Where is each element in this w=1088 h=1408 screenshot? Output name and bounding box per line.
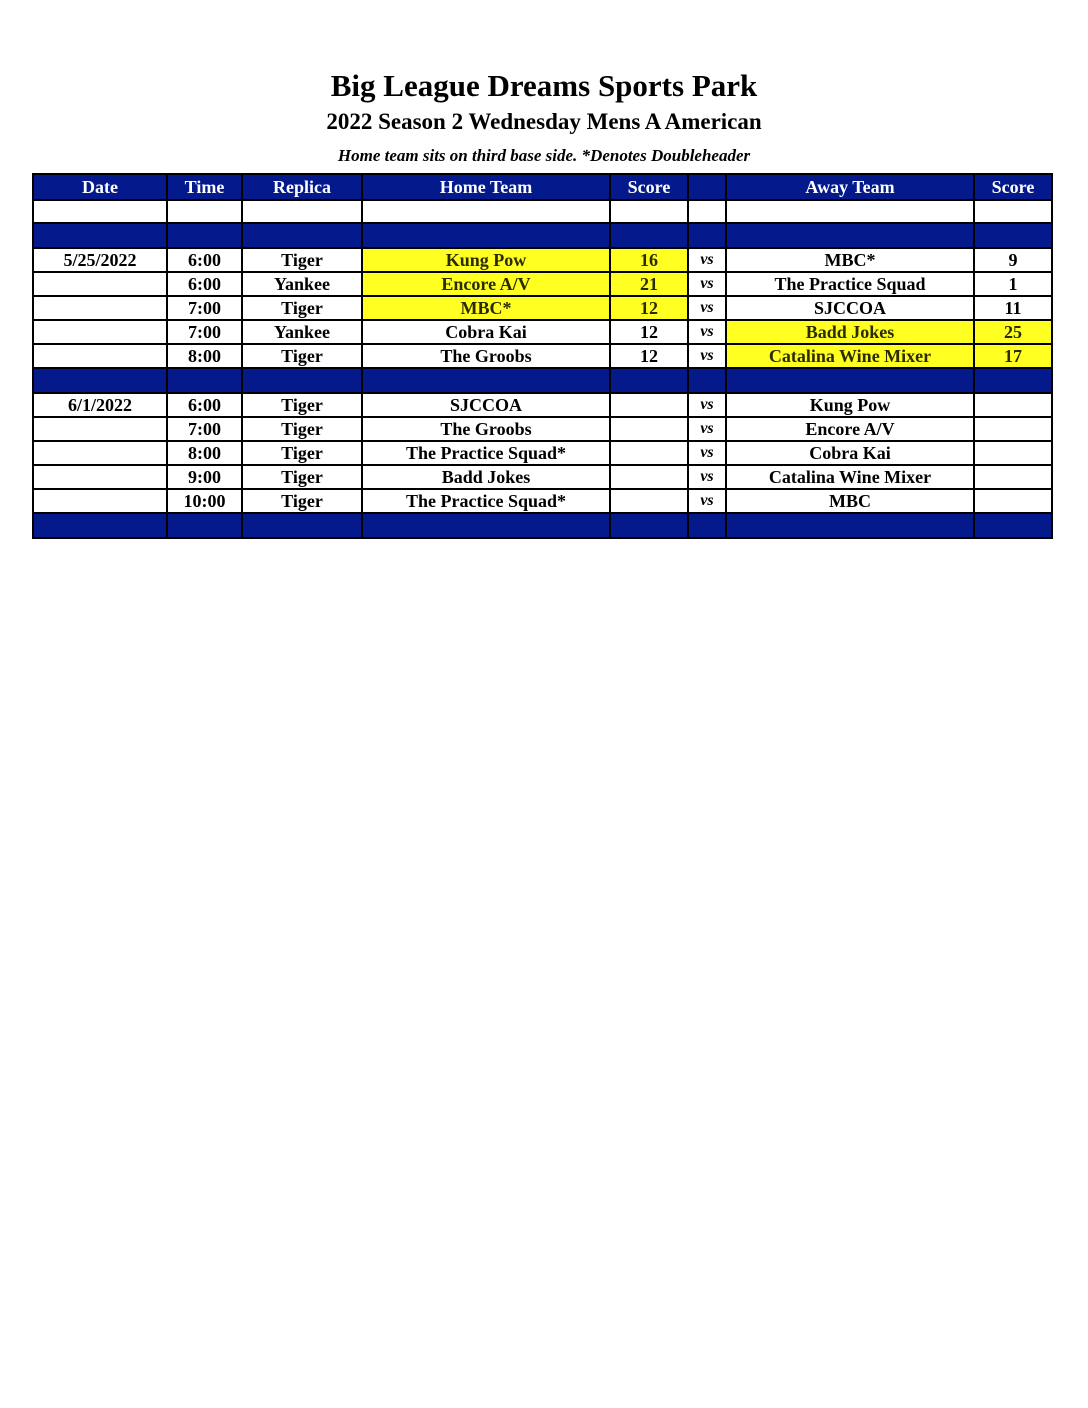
separator-cell — [974, 223, 1052, 248]
col-header-home-score: Score — [610, 174, 688, 200]
away-score — [974, 417, 1052, 441]
away-team: SJCCOA — [726, 296, 974, 320]
home-score: 12 — [610, 320, 688, 344]
game-time: 7:00 — [167, 320, 242, 344]
game-field: Tiger — [242, 344, 362, 368]
separator-cell — [688, 368, 726, 393]
game-field: Tiger — [242, 489, 362, 513]
away-team: Encore A/V — [726, 417, 974, 441]
separator-cell — [688, 513, 726, 538]
away-score — [974, 441, 1052, 465]
game-time: 7:00 — [167, 417, 242, 441]
blank-cell — [167, 200, 242, 223]
blank-cell — [688, 200, 726, 223]
separator-cell — [33, 223, 167, 248]
game-field: Tiger — [242, 441, 362, 465]
schedule-table — [32, 173, 1053, 539]
vs-label: vs — [688, 272, 726, 296]
season-subtitle: 2022 Season 2 Wednesday Mens A American — [326, 109, 762, 134]
game-date: 5/25/2022 — [33, 248, 167, 272]
separator-cell — [242, 223, 362, 248]
away-score — [974, 489, 1052, 513]
vs-label: vs — [688, 344, 726, 368]
home-team: Encore A/V — [362, 272, 610, 296]
week-separator-row — [33, 368, 1052, 393]
home-score: 12 — [610, 344, 688, 368]
page-title: Big League Dreams Sports Park — [330, 68, 758, 103]
blank-cell — [242, 200, 362, 223]
game-date — [33, 344, 167, 368]
home-team: Kung Pow — [362, 248, 610, 272]
game-row — [33, 465, 1052, 489]
away-score: 9 — [974, 248, 1052, 272]
col-header-time: Time — [167, 174, 242, 200]
game-row — [33, 344, 1052, 368]
separator-cell — [33, 368, 167, 393]
away-team: Catalina Wine Mixer — [726, 344, 974, 368]
home-score: 12 — [610, 296, 688, 320]
blank-cell — [974, 200, 1052, 223]
home-score — [610, 393, 688, 417]
away-team: MBC — [726, 489, 974, 513]
separator-cell — [167, 513, 242, 538]
vs-label: vs — [688, 296, 726, 320]
week-separator-row — [33, 223, 1052, 248]
home-team: Cobra Kai — [362, 320, 610, 344]
game-field: Tiger — [242, 296, 362, 320]
game-time: 7:00 — [167, 296, 242, 320]
game-row — [33, 393, 1052, 417]
blank-cell — [362, 200, 610, 223]
home-team: The Groobs — [362, 344, 610, 368]
game-field: Tiger — [242, 248, 362, 272]
vs-label: vs — [688, 320, 726, 344]
game-row — [33, 441, 1052, 465]
game-date — [33, 441, 167, 465]
vs-label: vs — [688, 393, 726, 417]
blank-cell — [726, 200, 974, 223]
home-score — [610, 417, 688, 441]
vs-label: vs — [688, 248, 726, 272]
home-team: MBC* — [362, 296, 610, 320]
blank-row — [33, 200, 1052, 223]
home-score — [610, 441, 688, 465]
away-team: Catalina Wine Mixer — [726, 465, 974, 489]
game-date — [33, 320, 167, 344]
game-date — [33, 272, 167, 296]
away-team: Badd Jokes — [726, 320, 974, 344]
separator-cell — [610, 223, 688, 248]
away-team: MBC* — [726, 248, 974, 272]
schedule-body — [33, 200, 1052, 538]
col-header-away-team: Away Team — [726, 174, 974, 200]
game-row — [33, 248, 1052, 272]
separator-cell — [974, 368, 1052, 393]
away-team: Kung Pow — [726, 393, 974, 417]
separator-cell — [688, 223, 726, 248]
vs-label: vs — [688, 441, 726, 465]
away-score: 11 — [974, 296, 1052, 320]
game-field: Tiger — [242, 465, 362, 489]
away-score: 25 — [974, 320, 1052, 344]
game-time: 6:00 — [167, 393, 242, 417]
game-time: 6:00 — [167, 248, 242, 272]
game-row — [33, 272, 1052, 296]
separator-cell — [242, 513, 362, 538]
separator-cell — [167, 368, 242, 393]
game-row — [33, 296, 1052, 320]
schedule-note: Home team sits on third base side. *Denotes Doubleheader — [337, 146, 751, 165]
separator-cell — [33, 513, 167, 538]
game-row — [33, 320, 1052, 344]
header-row — [33, 174, 1052, 200]
game-date: 6/1/2022 — [33, 393, 167, 417]
separator-cell — [610, 513, 688, 538]
home-team: The Practice Squad* — [362, 489, 610, 513]
col-header-date: Date — [33, 174, 167, 200]
separator-cell — [362, 513, 610, 538]
separator-cell — [242, 368, 362, 393]
game-field: Tiger — [242, 393, 362, 417]
week-separator-row — [33, 513, 1052, 538]
vs-label: vs — [688, 417, 726, 441]
separator-cell — [610, 368, 688, 393]
home-team: The Practice Squad* — [362, 441, 610, 465]
away-score — [974, 465, 1052, 489]
col-header-away-score: Score — [974, 174, 1052, 200]
blank-cell — [33, 200, 167, 223]
separator-cell — [726, 223, 974, 248]
away-team: The Practice Squad — [726, 272, 974, 296]
game-row — [33, 417, 1052, 441]
home-score: 16 — [610, 248, 688, 272]
away-score: 1 — [974, 272, 1052, 296]
home-team: Badd Jokes — [362, 465, 610, 489]
home-team: SJCCOA — [362, 393, 610, 417]
separator-cell — [726, 513, 974, 538]
separator-cell — [167, 223, 242, 248]
blank-cell — [610, 200, 688, 223]
game-time: 8:00 — [167, 344, 242, 368]
separator-cell — [974, 513, 1052, 538]
vs-label: vs — [688, 465, 726, 489]
col-header-home-team: Home Team — [362, 174, 610, 200]
game-time: 10:00 — [167, 489, 242, 513]
home-score — [610, 489, 688, 513]
game-field: Yankee — [242, 272, 362, 296]
col-header-replica: Replica — [242, 174, 362, 200]
separator-cell — [726, 368, 974, 393]
away-score: 17 — [974, 344, 1052, 368]
game-row — [33, 489, 1052, 513]
game-date — [33, 489, 167, 513]
away-score — [974, 393, 1052, 417]
game-time: 9:00 — [167, 465, 242, 489]
game-time: 8:00 — [167, 441, 242, 465]
game-time: 6:00 — [167, 272, 242, 296]
game-field: Tiger — [242, 417, 362, 441]
separator-cell — [362, 223, 610, 248]
home-team: The Groobs — [362, 417, 610, 441]
game-date — [33, 417, 167, 441]
away-team: Cobra Kai — [726, 441, 974, 465]
home-score: 21 — [610, 272, 688, 296]
separator-cell — [362, 368, 610, 393]
vs-label: vs — [688, 489, 726, 513]
game-date — [33, 465, 167, 489]
game-date — [33, 296, 167, 320]
col-header-vs — [688, 174, 726, 200]
home-score — [610, 465, 688, 489]
game-field: Yankee — [242, 320, 362, 344]
